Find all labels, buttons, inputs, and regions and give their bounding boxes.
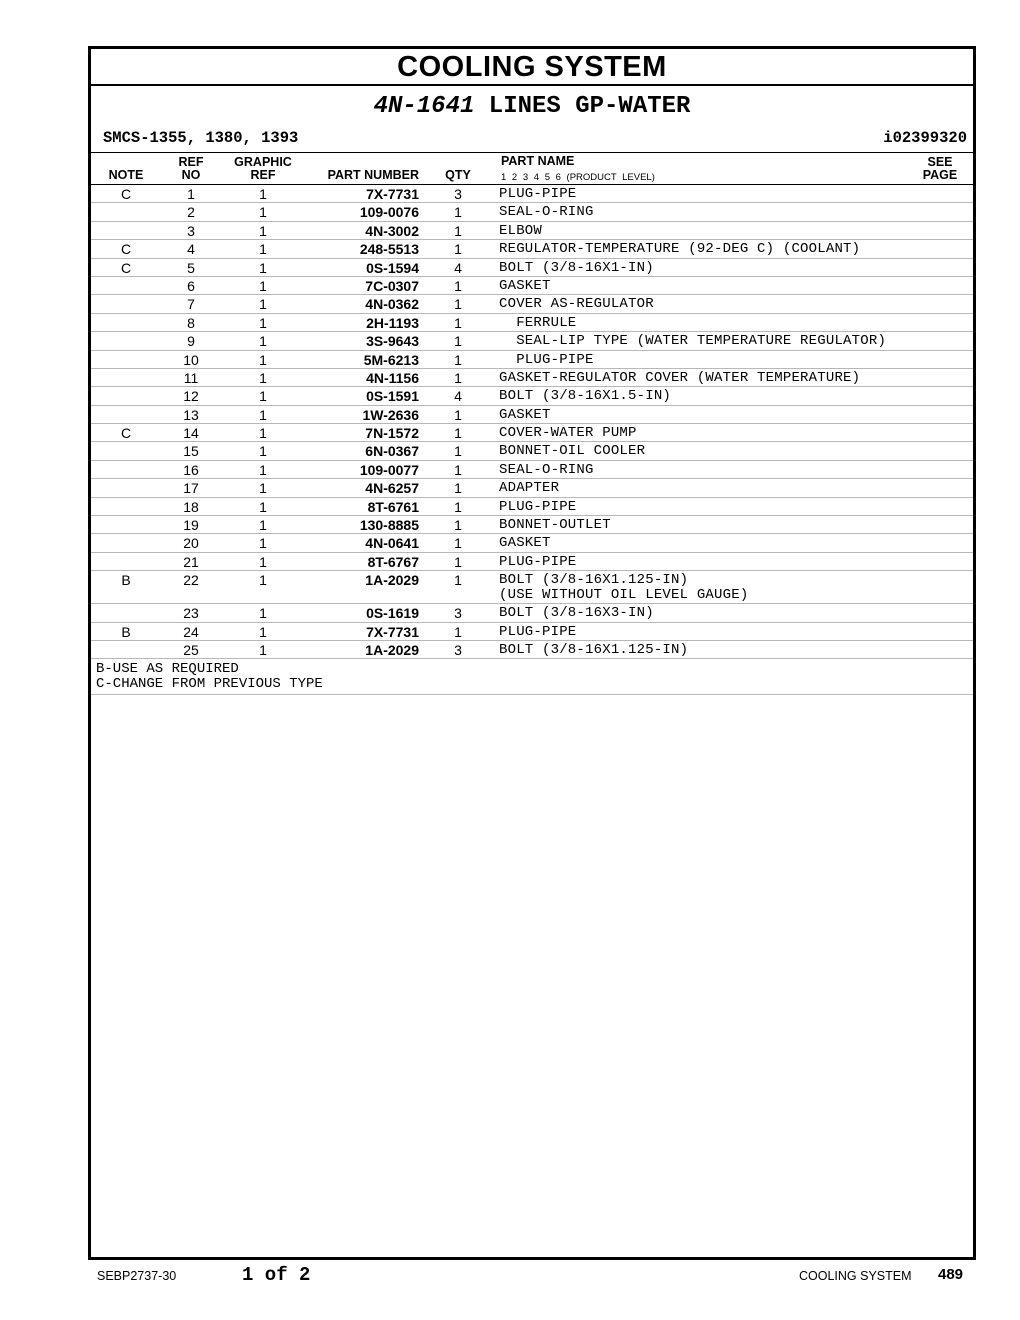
part-name-cell: REGULATOR-TEMPERATURE (92-DEG C) (COOLANT) — [499, 241, 861, 258]
footer-section: COOLING SYSTEM — [799, 1269, 912, 1283]
qty-cell: 1 — [454, 443, 462, 460]
part-number-cell: 1A-2029 — [365, 641, 419, 658]
part-name-cell: FERRULE — [499, 314, 577, 331]
group-part-number: 4N-1641 — [373, 93, 475, 120]
ref-cell: 18 — [183, 498, 199, 515]
graphic-ref-cell: 1 — [259, 314, 267, 331]
graphic-ref-cell: 1 — [259, 259, 267, 276]
part-number-cell: 109-0076 — [359, 204, 419, 221]
ref-cell: 22 — [183, 572, 199, 589]
part-name-cell: BONNET-OUTLET — [499, 517, 611, 534]
graphic-ref-cell: 1 — [259, 553, 267, 570]
graphic-ref-cell: 1 — [259, 277, 267, 294]
table-row — [91, 222, 973, 240]
ref-cell: 17 — [183, 480, 199, 497]
part-number-cell: 7X-7731 — [366, 623, 419, 640]
part-number-cell: 8T-6761 — [367, 498, 419, 515]
ref-cell: 23 — [183, 605, 199, 622]
qty-cell: 1 — [454, 425, 462, 442]
part-name-cell: BONNET-OIL COOLER — [499, 443, 646, 460]
notes-block — [91, 659, 973, 695]
note-line: B-USE AS REQUIRED — [96, 661, 239, 678]
table-row — [91, 351, 973, 369]
table-row — [91, 203, 973, 221]
col-see-bottom: PAGE — [922, 168, 958, 182]
qty-cell: 3 — [454, 641, 462, 658]
ref-cell: 24 — [183, 623, 199, 640]
table-row — [91, 406, 973, 424]
part-name-cell: COVER-WATER PUMP — [499, 425, 637, 442]
graphic-ref-cell: 1 — [259, 333, 267, 350]
graphic-ref-cell: 1 — [259, 425, 267, 442]
note-cell: B — [121, 623, 131, 640]
parts-table — [91, 185, 973, 695]
ref-cell: 25 — [183, 641, 199, 658]
part-name-cell: PLUG-PIPE — [499, 186, 577, 202]
table-row — [91, 516, 973, 534]
part-number-cell: 8T-6767 — [367, 553, 419, 570]
table-row — [91, 387, 973, 405]
part-name-cell: SEAL-O-RING — [499, 204, 594, 221]
col-graphic-top: GRAPHIC — [234, 155, 292, 169]
graphic-ref-cell: 1 — [259, 406, 267, 423]
ref-cell: 21 — [183, 553, 199, 570]
col-part-number: PART NUMBER — [327, 168, 419, 182]
qty-cell: 1 — [454, 204, 462, 221]
table-row — [91, 424, 973, 442]
graphic-ref-cell: 1 — [259, 641, 267, 658]
graphic-ref-cell: 1 — [259, 498, 267, 515]
document-id: SEBP2737-30 — [97, 1269, 177, 1283]
part-number-cell: 4N-0641 — [365, 535, 419, 552]
qty-cell: 1 — [454, 222, 462, 239]
ref-cell: 10 — [183, 351, 199, 368]
graphic-ref-cell: 1 — [259, 222, 267, 239]
qty-cell: 1 — [454, 406, 462, 423]
part-name-cell: PLUG-PIPE — [499, 351, 594, 368]
group-name: LINES GP-WATER — [488, 93, 691, 120]
ref-cell: 16 — [183, 461, 199, 478]
table-row — [91, 442, 973, 460]
ref-cell: 7 — [187, 296, 195, 313]
ref-cell: 15 — [183, 443, 199, 460]
qty-cell: 1 — [454, 498, 462, 515]
part-number-cell: 2H-1193 — [366, 314, 419, 331]
part-name-cell: SEAL-O-RING — [499, 461, 594, 478]
qty-cell: 1 — [454, 553, 462, 570]
ref-cell: 12 — [183, 388, 199, 405]
group-title — [91, 93, 973, 121]
ref-cell: 1 — [187, 186, 195, 202]
qty-cell: 1 — [454, 623, 462, 640]
qty-cell: 1 — [454, 369, 462, 386]
page-number: 489 — [938, 1266, 964, 1283]
ref-cell: 8 — [187, 314, 195, 331]
note-line: C-CHANGE FROM PREVIOUS TYPE — [96, 676, 323, 693]
part-name-cell: BOLT (3/8-16X1.125-IN) — [499, 641, 689, 658]
graphic-ref-cell: 1 — [259, 623, 267, 640]
table-row — [91, 461, 973, 479]
note-cell: C — [120, 241, 132, 258]
illustration-id: i02399320 — [883, 129, 967, 147]
table-row — [91, 240, 973, 258]
part-number-cell: 6N-0367 — [365, 443, 419, 460]
part-number-cell: 4N-3002 — [365, 222, 419, 239]
part-number-cell: 1W-2636 — [362, 406, 419, 423]
graphic-ref-cell: 1 — [259, 572, 267, 589]
col-part-name: PART NAME — [501, 154, 575, 168]
ref-cell: 9 — [187, 333, 195, 350]
qty-cell: 3 — [454, 186, 462, 202]
graphic-ref-cell: 1 — [259, 296, 267, 313]
graphic-ref-cell: 1 — [259, 186, 267, 202]
part-name-cell: GASKET — [499, 277, 551, 294]
col-see-top: SEE — [927, 155, 953, 169]
table-row — [91, 534, 973, 552]
qty-cell: 1 — [454, 241, 462, 258]
part-number-cell: 4N-0362 — [365, 296, 419, 313]
table-row — [91, 479, 973, 497]
graphic-ref-cell: 1 — [259, 388, 267, 405]
page-of: 1 of 2 — [242, 1264, 311, 1286]
qty-cell: 1 — [454, 535, 462, 552]
graphic-ref-cell: 1 — [259, 369, 267, 386]
part-number-cell: 1A-2029 — [365, 572, 419, 589]
graphic-ref-cell: 1 — [259, 351, 267, 368]
col-ref-top: REF — [178, 155, 204, 169]
graphic-ref-cell: 1 — [259, 605, 267, 622]
smcs-codes: SMCS-1355, 1380, 1393 — [103, 129, 299, 147]
table-row — [91, 332, 973, 350]
part-number-cell: 109-0077 — [359, 461, 419, 478]
qty-cell: 1 — [454, 296, 462, 313]
ref-cell: 11 — [183, 369, 199, 386]
ref-cell: 5 — [187, 259, 195, 276]
table-row — [91, 498, 973, 516]
col-product-level: 1 2 3 4 5 6 (PRODUCT LEVEL) — [501, 172, 655, 183]
table-row — [91, 369, 973, 387]
qty-cell: 1 — [454, 517, 462, 534]
ref-cell: 14 — [183, 425, 199, 442]
graphic-ref-cell: 1 — [259, 517, 267, 534]
col-note: NOTE — [108, 168, 144, 182]
note-cell: C — [120, 259, 132, 276]
qty-cell: 1 — [454, 461, 462, 478]
table-row — [91, 277, 973, 295]
graphic-ref-cell: 1 — [259, 241, 267, 258]
part-number-cell: 4N-1156 — [366, 369, 419, 386]
part-number-cell: 4N-6257 — [365, 480, 419, 497]
part-name-cell: GASKET — [499, 535, 551, 552]
part-number-cell: 0S-1619 — [366, 605, 419, 622]
col-graphic-bottom: REF — [250, 168, 276, 182]
ref-cell: 13 — [183, 406, 199, 423]
part-name-cell: ELBOW — [499, 222, 543, 239]
table-row — [91, 295, 973, 313]
ref-cell: 20 — [183, 535, 199, 552]
part-name-cell: GASKET-REGULATOR COVER (WATER TEMPERATURE) — [499, 369, 861, 386]
table-row — [91, 571, 973, 604]
qty-cell: 1 — [454, 333, 462, 350]
qty-cell: 4 — [454, 388, 462, 405]
ref-cell: 4 — [187, 241, 195, 258]
part-name-cell: ADAPTER — [499, 480, 560, 497]
qty-cell: 1 — [454, 277, 462, 294]
table-row — [91, 641, 973, 659]
part-name-cell: PLUG-PIPE — [499, 498, 577, 515]
part-name-cell: PLUG-PIPE — [499, 623, 577, 640]
part-number-cell: 248-5513 — [359, 241, 419, 258]
qty-cell: 1 — [454, 572, 462, 589]
table-row — [91, 185, 973, 203]
note-cell: C — [120, 186, 132, 202]
qty-cell: 4 — [454, 259, 462, 276]
qty-cell: 3 — [454, 605, 462, 622]
part-name-cell: BOLT (3/8-16X1-IN) — [499, 259, 654, 276]
qty-cell: 1 — [454, 351, 462, 368]
part-number-cell: 5M-6213 — [363, 351, 419, 368]
table-row — [91, 314, 973, 332]
note-cell: C — [120, 425, 132, 442]
graphic-ref-cell: 1 — [259, 480, 267, 497]
section-title: COOLING SYSTEM — [91, 49, 973, 86]
ref-cell: 6 — [187, 277, 195, 294]
part-number-cell: 7C-0307 — [365, 277, 419, 294]
graphic-ref-cell: 1 — [259, 535, 267, 552]
part-number-cell: 7X-7731 — [366, 186, 419, 202]
col-ref-bottom: NO — [181, 168, 201, 182]
part-name-cell: SEAL-LIP TYPE (WATER TEMPERATURE REGULATOR) — [499, 333, 887, 350]
graphic-ref-cell: 1 — [259, 461, 267, 478]
graphic-ref-cell: 1 — [259, 204, 267, 221]
ref-cell: 19 — [183, 517, 199, 534]
note-cell: B — [121, 572, 131, 589]
part-number-cell: 130-8885 — [359, 517, 419, 534]
part-name-cell: BOLT (3/8-16X3-IN) — [499, 605, 654, 622]
qty-cell: 1 — [454, 480, 462, 497]
graphic-ref-cell: 1 — [259, 443, 267, 460]
table-row — [91, 553, 973, 571]
part-number-cell: 0S-1594 — [366, 259, 419, 276]
part-name-cell: GASKET — [499, 406, 551, 423]
parts-page-frame — [88, 46, 976, 1260]
ref-cell: 3 — [187, 222, 195, 239]
header-divider — [91, 152, 973, 153]
part-number-cell: 0S-1591 — [366, 388, 419, 405]
part-name-cell: BOLT (3/8-16X1.5-IN) — [499, 388, 672, 405]
col-qty: QTY — [445, 168, 471, 182]
part-number-cell: 3S-9643 — [366, 333, 419, 350]
qty-cell: 1 — [454, 314, 462, 331]
part-name-cell: BOLT (3/8-16X1.125-IN) (USE WITHOUT OIL LEVEL GAUGE) — [499, 572, 749, 604]
table-row — [91, 259, 973, 277]
part-name-cell: COVER AS-REGULATOR — [499, 296, 654, 313]
ref-cell: 2 — [187, 204, 195, 221]
table-row — [91, 623, 973, 641]
part-name-cell: PLUG-PIPE — [499, 553, 577, 570]
part-number-cell: 7N-1572 — [365, 425, 419, 442]
table-row — [91, 604, 973, 622]
